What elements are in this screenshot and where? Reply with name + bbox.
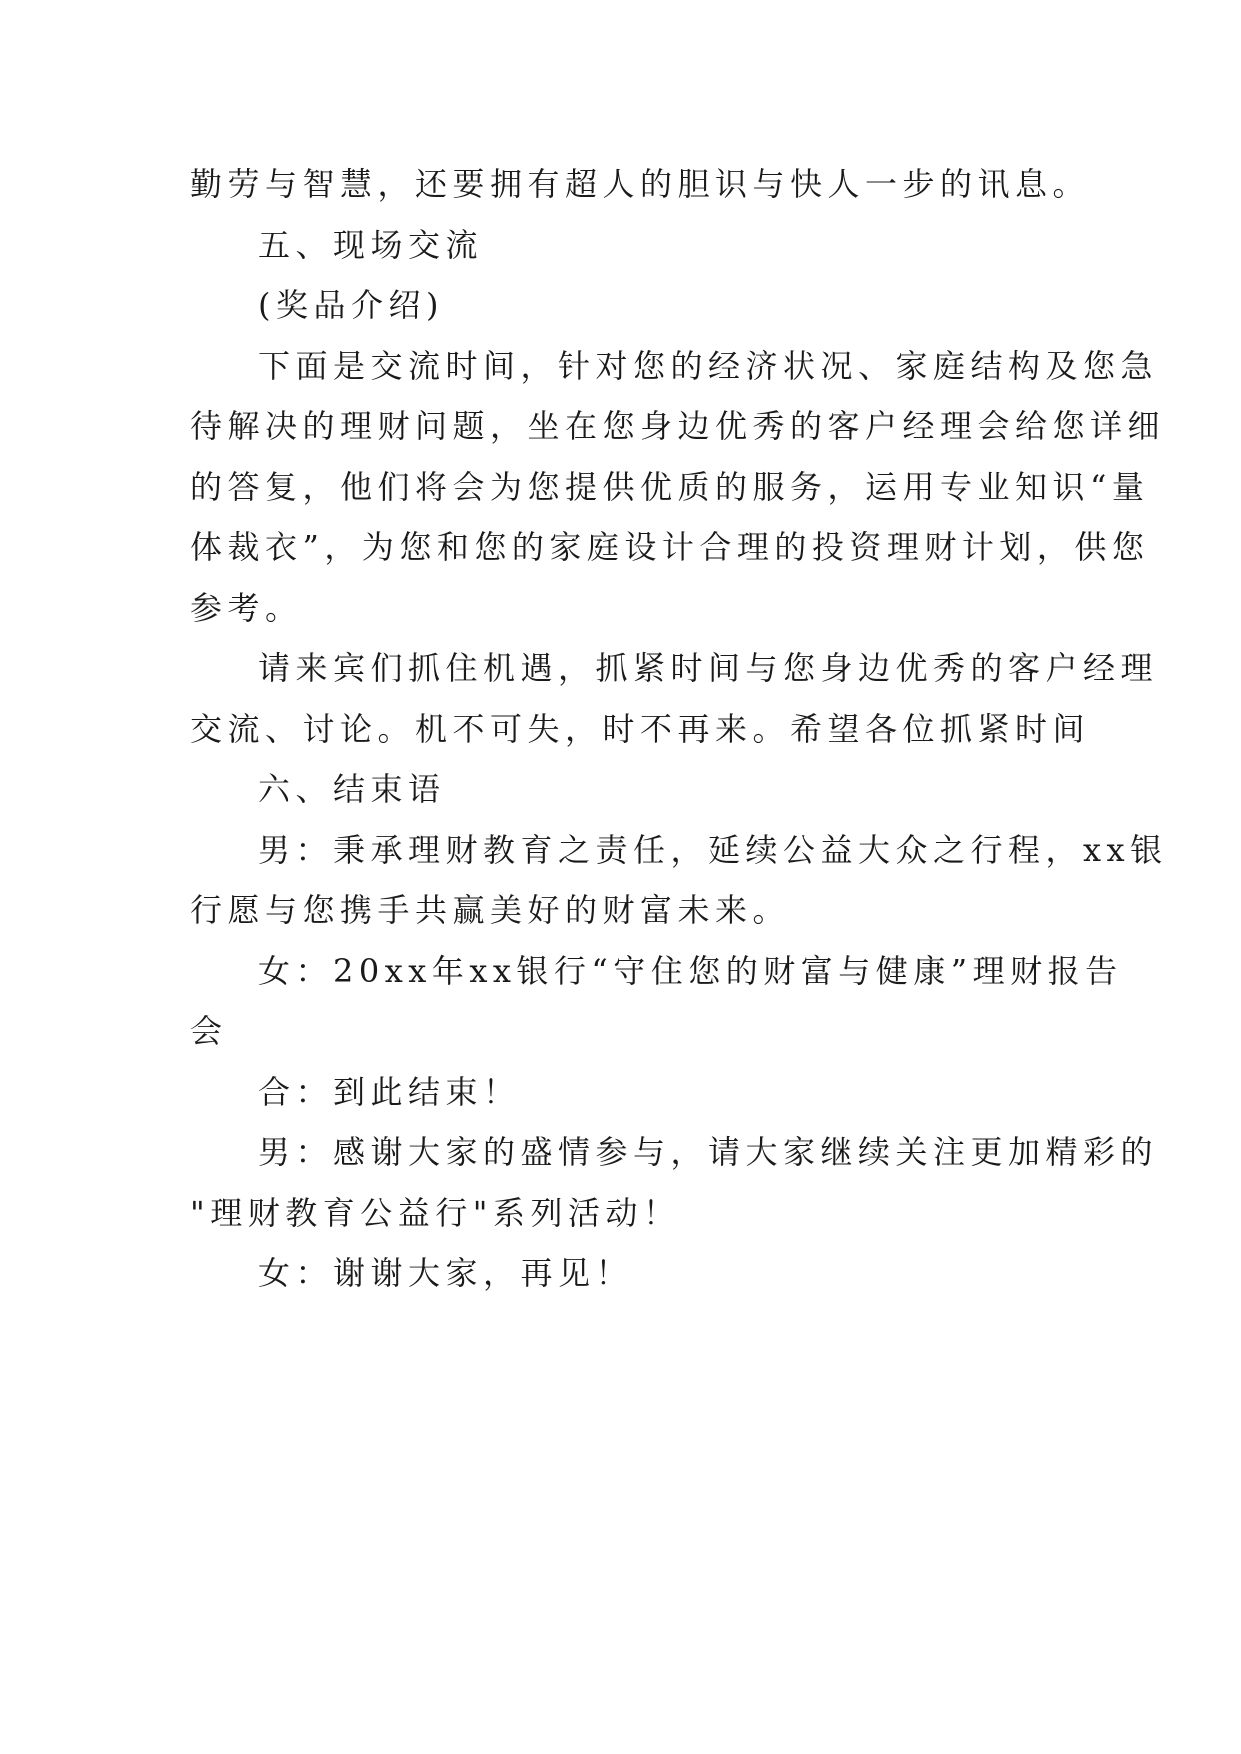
text-line-1: 勤劳与智慧，还要拥有超人的胆识与快人一步的讯息。 <box>190 165 1091 203</box>
text-line-15: 会 <box>190 1012 228 1050</box>
text-line-13: 行愿与您携手共赢美好的财富未来。 <box>190 891 791 929</box>
text-line-16: 合：到此结束！ <box>258 1072 521 1111</box>
text-line-14: 女：20xx年xx银行“守住您的财富与健康”理财报告 <box>258 951 1123 990</box>
text-line-9: 请来宾们抓住机遇，抓紧时间与您身边优秀的客户经理 <box>258 649 1159 687</box>
text-line-8: 参考。 <box>190 588 303 627</box>
text-line-10: 交流、讨论。机不可失，时不再来。希望各位抓紧时间 <box>190 709 1091 748</box>
text-line-17: 男：感谢大家的盛情参与，请大家继续关注更加精彩的 <box>258 1133 1159 1171</box>
text-line-19: 女：谢谢大家，再见！ <box>258 1254 634 1292</box>
section-heading-5: 五、现场交流 <box>258 225 484 264</box>
text-line-12: 男：秉承理财教育之责任，延续公益大众之行程，xx银 <box>258 830 1168 869</box>
section-heading-6: 六、结束语 <box>258 770 446 808</box>
text-line-7: 体裁衣”，为您和您的家庭设计合理的投资理财计划，供您 <box>190 528 1150 566</box>
text-line-5: 待解决的理财问题，坐在您身边优秀的客户经理会给您详细 <box>190 407 1166 445</box>
text-line-4: 下面是交流时间，针对您的经济状况、家庭结构及您急 <box>258 346 1159 385</box>
prize-intro-note: (奖品介绍) <box>258 286 444 324</box>
text-line-18: "理财教育公益行"系列活动！ <box>190 1193 681 1232</box>
text-line-6: 的答复，他们将会为您提供优质的服务，运用专业知识“量 <box>190 467 1150 506</box>
document-body <box>190 154 1168 1304</box>
